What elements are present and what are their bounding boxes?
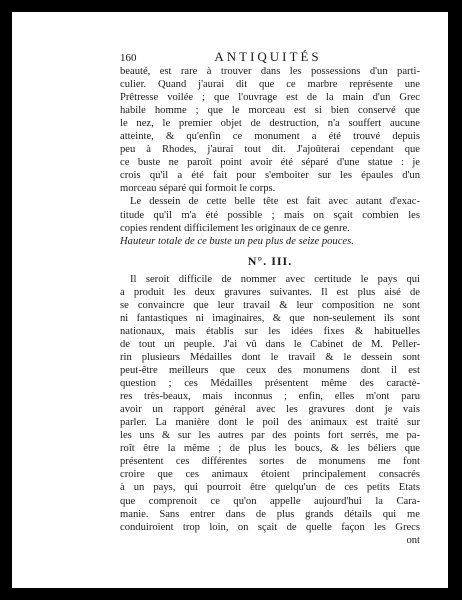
page-sheet [12, 12, 448, 588]
text-line: nationaux, mais établis sur les idées fixes & habituelles [120, 325, 420, 337]
text-line: roît être la même ; de plus les boucs, & les béliers que [120, 443, 420, 455]
text-line: ni fantastiques ni imaginaires, & que non-seulement ils sont [120, 312, 420, 324]
text-line: peu à Rhodes, j'aurai tout dit. J'ajoûterai cependant que [120, 144, 420, 156]
paragraph-bust-description [120, 65, 420, 195]
paragraph-drawing-note [120, 195, 420, 234]
text-line: ce buste ne paroît point avoir été séparé d'une statue : je [120, 157, 420, 169]
text-line: beauté, est rare à trouver dans les possessions d'un parti- [120, 66, 420, 77]
text-line: res très-beaux, mais inconnus ; enfin, elles m'ont paru [120, 391, 420, 403]
text-line: morceau séparé qui formoit le corps. [120, 183, 276, 195]
text-line: parler. La manière dont le poil des animaux est traité sur [120, 417, 420, 429]
text-line: culier. Quand j'aurai dit que ce marbre représente une [120, 79, 420, 91]
text-line: que comprenoit ce qu'on appelle aujourd'hui la Cara- [120, 495, 420, 507]
paragraph-engravings [120, 273, 420, 534]
text-line: copies rendent difficilement les originaux de ce genre. [120, 222, 350, 234]
text-line: à un pays, qui pourroit être quelqu'un de ces petits Etats [120, 482, 420, 494]
text-line: le nez, le premier objet de destruction, n'a souffert aucune [120, 118, 420, 130]
section-title: N°. III. [247, 253, 293, 268]
text-line: avoir un rapport général avec les gravures dont je vais [120, 404, 420, 416]
text-line: de tout un peuple. J'ai vû dans le Cabinet de M. Peller- [120, 338, 420, 350]
text-line: manie. Sans entrer dans de plus grands détails qui me [120, 508, 420, 520]
page-number: 160 [120, 52, 137, 64]
text-line: crois qu'il a été fait pour s'emboiter sur les épaules d'un [120, 170, 420, 182]
catchword: ont [406, 534, 420, 546]
text-line: habile homme ; que le morceau est si bien conservé que [120, 105, 420, 117]
page-header [120, 50, 420, 64]
text-line: a produit les deux gravures suivantes. Il est plus aisé de [120, 286, 420, 298]
text-line: rin plusieurs Médailles dont le travail & le dessein sont [120, 351, 420, 363]
text-line: se convaincre que leur travail & leur composition ne sont [120, 299, 420, 311]
text-line: croire que ces animaux étoient principalement consacrés [120, 469, 420, 481]
text-line: peut-être meilleurs que ceux des monumens dont il est [120, 365, 420, 377]
text-line: question ; ces Médailles présentent même des caractè- [120, 378, 420, 390]
text-line: Prêtresse voilée ; que l'ouvrage est de la main d'un Grec [120, 92, 420, 104]
text-line: Il seroit difficile de nommer avec certitude le pays qui [130, 273, 420, 285]
height-note: Hauteur totale de ce buste un peu plus de seize pouces. [120, 235, 354, 247]
text-line: Le dessein de cette belle tête est fait avec autant d'exac- [130, 196, 420, 208]
book-page [120, 50, 420, 547]
running-head: ANTIQUITÉS [214, 49, 322, 64]
text-line: les uns & sur les autres par des points fort serrés, me pa- [120, 430, 420, 442]
text-line: titude qu'il m'a été possible ; mais on sçait combien les [120, 209, 420, 221]
text-line: présentent ces différentes sortes de monumens me font [120, 456, 420, 468]
text-line: atteinte, & qu'enfin ce monument a été trouvé depuis [120, 131, 420, 143]
text-line: conduiroient trop loin, on sçait de quelle façon les Grecs [120, 521, 420, 533]
